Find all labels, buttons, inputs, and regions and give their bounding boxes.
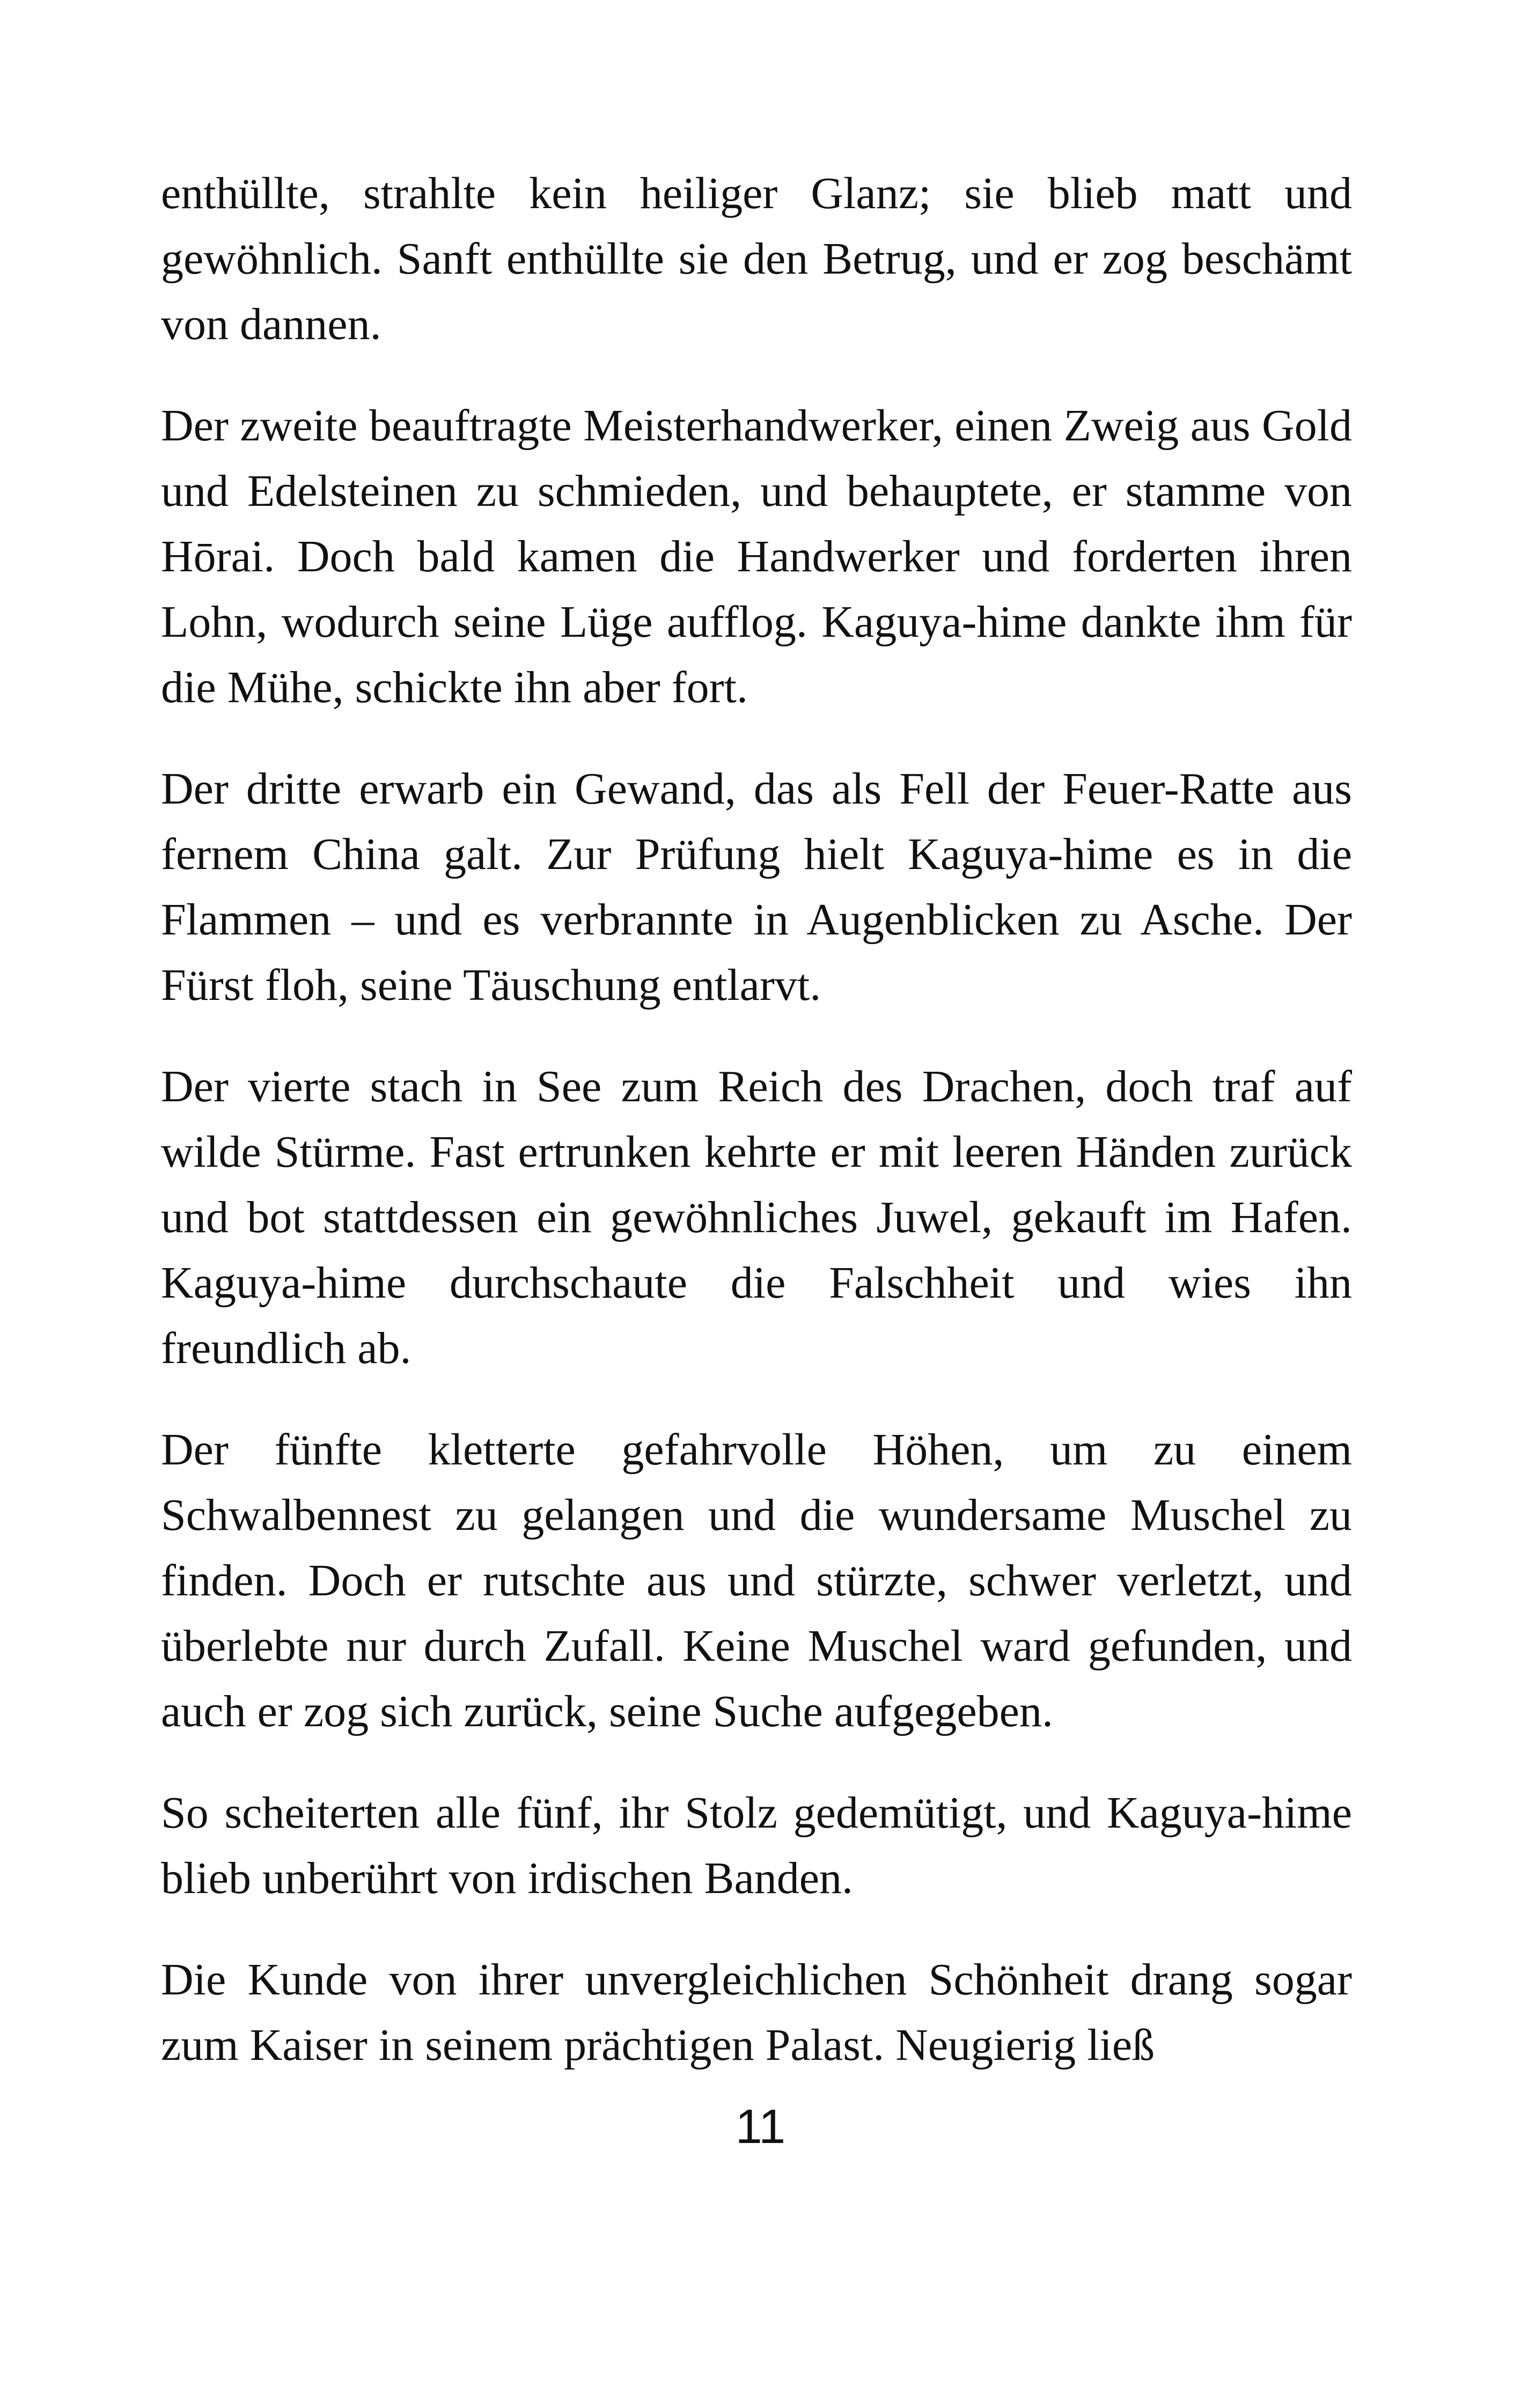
paragraph: Der zweite beauftragte Meisterhandwerker, einen Zweig aus Gold und Edelsteinen zu schmieden, und behauptete, er stamme von Hōrai. Doch bald kamen die Handwerker und forderten ihren Lohn, wodurch seine Lüge aufflog. Kaguya-hime dankte ihm für die Mühe, schickte ihn aber fort. — [161, 401, 1352, 712]
body-text — [161, 161, 1352, 2114]
page-number: 11 — [735, 2100, 786, 2154]
paragraph: Die Kunde von ihrer unvergleichlichen Schönheit drang sogar zum Kaiser in seinem prächtigen Palast. Neugierig ließ — [161, 1955, 1352, 2070]
paragraph: So scheiterten alle fünf, ihr Stolz gedemütigt, und Kaguya-hime blieb unberührt von irdischen Banden. — [161, 1788, 1352, 1903]
paragraph: Der fünfte kletterte gefahrvolle Höhen, um zu einem Schwalbennest zu gelangen und die wundersame Muschel zu finden. Doch er rutschte aus und stürzte, schwer verletzt, und überlebte nur durch Zufall. Keine Muschel ward gefunden, und auch er zog sich zurück, seine Suche aufgegeben. — [161, 1425, 1352, 1736]
paragraph: Der dritte erwarb ein Gewand, das als Fell der Feuer-Ratte aus fernem China galt. Zur Prüfung hielt Kaguya-hime es in die Flammen – und es verbrannte in Augenblicken zu Asche. Der Fürst floh, seine Täuschung entlarvt. — [161, 764, 1352, 1010]
paragraph: Der vierte stach in See zum Reich des Drachen, doch traf auf wilde Stürme. Fast ertrunken kehrte er mit leeren Händen zurück und bot stattdessen ein gewöhnliches Juwel, gekauft im Hafen. Kaguya-hime durchschaute die Falschheit und wies ihn freundlich ab. — [161, 1062, 1352, 1373]
paragraph: enthüllte, strahlte kein heiliger Glanz; sie blieb matt und gewöhnlich. Sanft enthüllte sie den Betrug, und er zog beschämt von dannen. — [161, 168, 1352, 349]
